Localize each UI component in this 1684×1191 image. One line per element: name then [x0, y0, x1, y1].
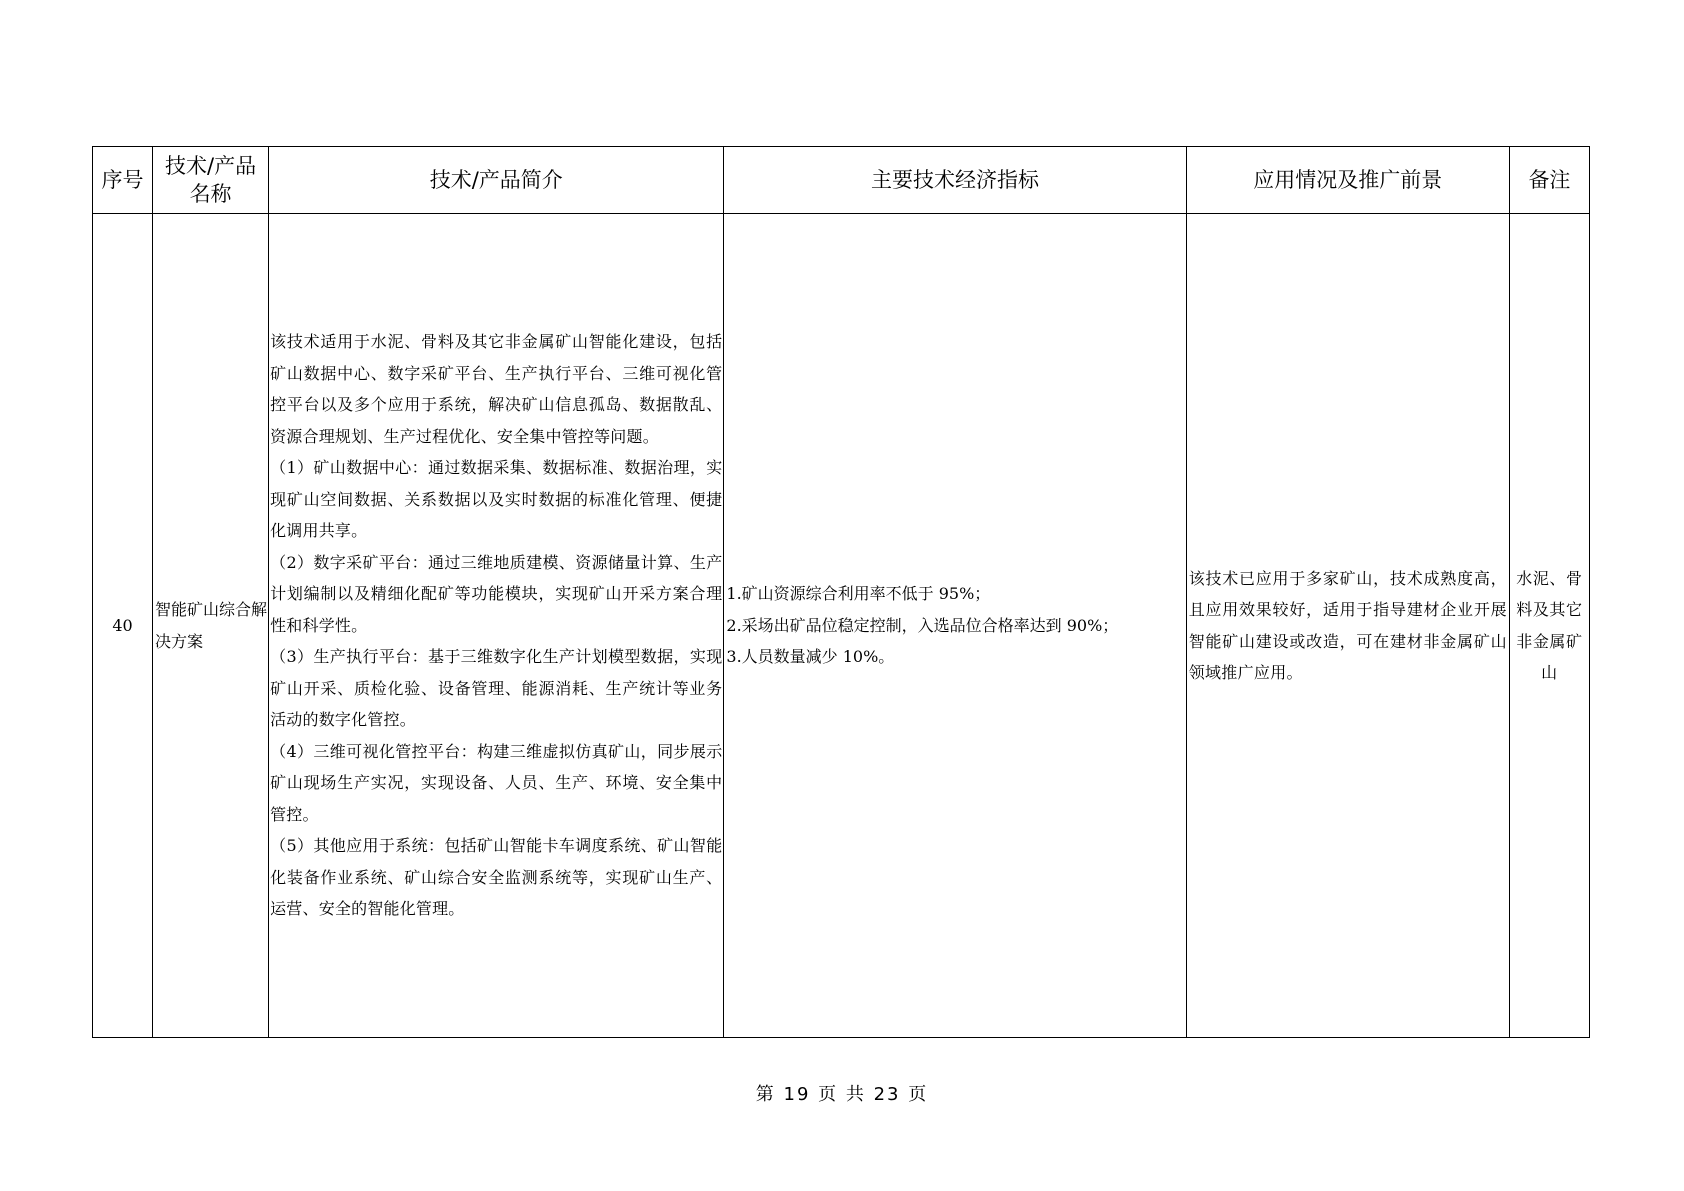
cell-no: 40 [93, 214, 153, 1038]
cell-indicators [724, 214, 1186, 1038]
table-body [93, 214, 1590, 1038]
page-footer: 第 19 页 共 23 页 [755, 1084, 929, 1105]
header-name: 技术/产品名称 [153, 147, 269, 214]
indicator-item: 1.矿山资源综合利用率不低于 95%； [726, 584, 991, 604]
desc-paragraph: （1）矿山数据中心：通过数据采集、数据标准、数据治理，实现矿山空间数据、关系数据以及实时数据的标准化管理、便捷化调用共享。 [270, 458, 723, 541]
cell-name: 智能矿山综合解决方案 [153, 214, 269, 1038]
cell-application: 该技术已应用于多家矿山，技术成熟度高，且应用效果较好，适用于指导建材企业开展智能矿山建设或改造，可在建材非金属矿山领域推广应用。 [1186, 214, 1509, 1038]
desc-paragraph: 该技术适用于水泥、骨料及其它非金属矿山智能化建设，包括矿山数据中心、数字采矿平台、生产执行平台、三维可视化管控平台以及多个应用于系统，解决矿山信息孤岛、数据散乱、资源合理规划、生产过程优化、安全集中管控等问题。 [270, 332, 723, 446]
desc-paragraph: （5）其他应用于系统：包括矿山智能卡车调度系统、矿山智能化装备作业系统、矿山综合安全监测系统等，实现矿山生产、运营、安全的智能化管理。 [270, 836, 723, 919]
table-header [93, 147, 1590, 214]
header-no: 序号 [93, 147, 153, 214]
cell-desc [269, 214, 724, 1038]
desc-paragraph: （3）生产执行平台：基于三维数字化生产计划模型数据，实现矿山开采、质检化验、设备管理、能源消耗、生产统计等业务活动的数字化管控。 [270, 647, 723, 730]
cell-note: 水泥、骨料及其它非金属矿山 [1509, 214, 1589, 1038]
table-row [93, 214, 1590, 1038]
header-note: 备注 [1509, 147, 1589, 214]
desc-paragraph: （2）数字采矿平台：通过三维地质建模、资源储量计算、生产计划编制以及精细化配矿等功能模块，实现矿山开采方案合理性和科学性。 [270, 552, 723, 635]
header-row [93, 147, 1590, 214]
technology-table [92, 146, 1590, 1038]
header-indicators: 主要技术经济指标 [724, 147, 1186, 214]
header-desc: 技术/产品简介 [269, 147, 724, 214]
desc-paragraph: （4）三维可视化管控平台：构建三维虚拟仿真矿山，同步展示矿山现场生产实况，实现设备、人员、生产、环境、安全集中管控。 [270, 741, 723, 824]
indicator-item: 3.人员数量减少 10%。 [726, 647, 895, 667]
header-application: 应用情况及推广前景 [1186, 147, 1509, 214]
indicator-item: 2.采场出矿品位稳定控制，入选品位合格率达到 90%； [726, 615, 1119, 635]
